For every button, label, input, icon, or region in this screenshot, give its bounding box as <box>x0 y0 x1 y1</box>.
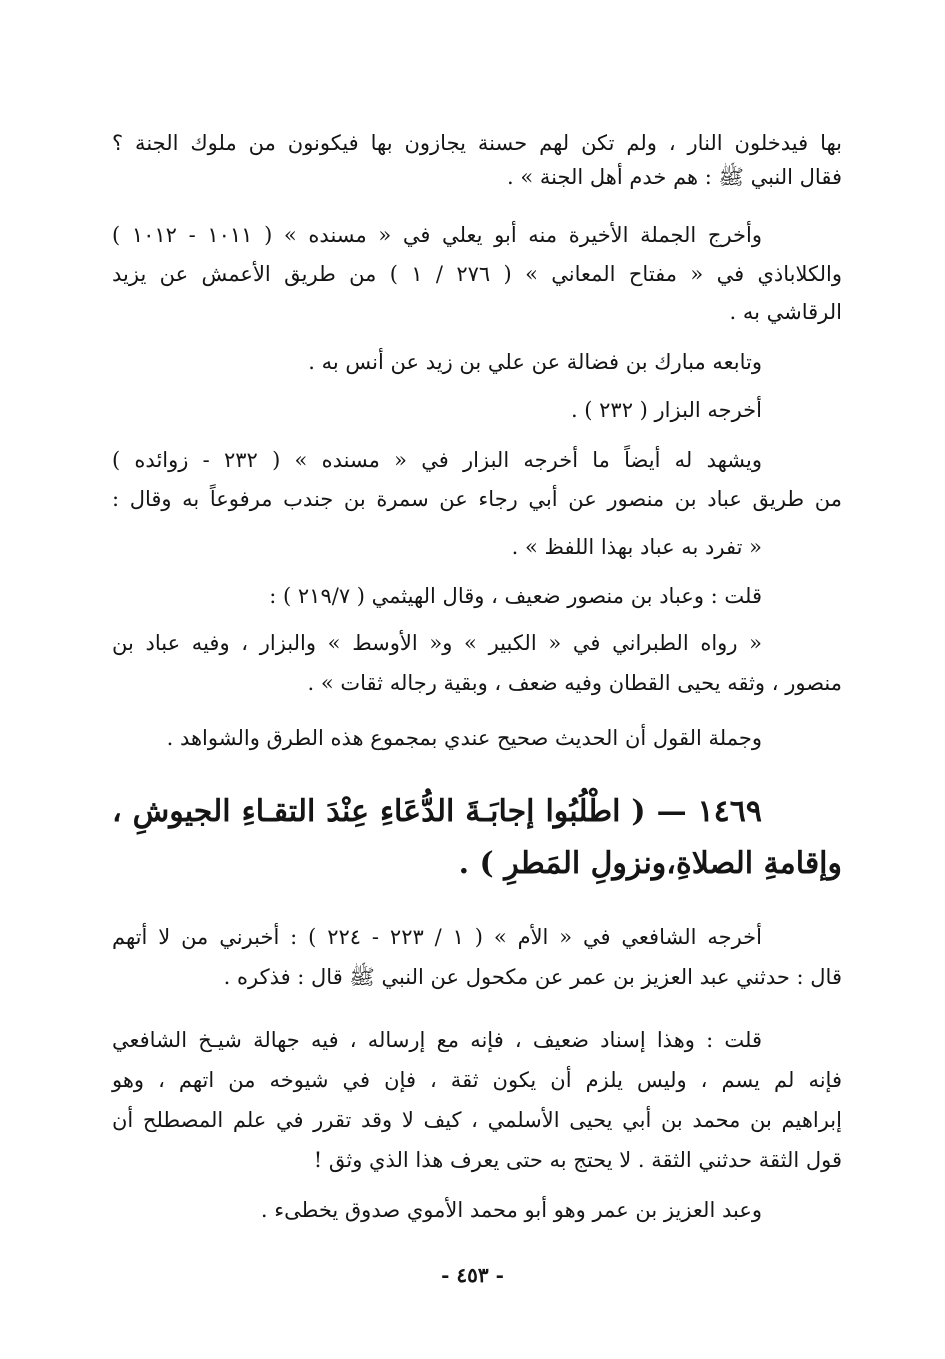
text-line: وتابعه مبارك بن فضالة عن علي بن زيد عن أنس به . <box>308 350 762 374</box>
text-line: وعبد العزيز بن عمر وهو أبو محمد الأموي صدوق يخطىء . <box>260 1198 762 1222</box>
text-line: قال : حدثني عبد العزيز بن عمر عن مكحول عن النبي ﷺ قال : فذكره . <box>223 965 842 989</box>
page-number: - ٤٥٣ - <box>441 1263 504 1287</box>
text-line: فإنه لم يسم ، وليس يلزم أن يكون ثقة ، فإن في شيوخه من اتهم ، وهو <box>112 1068 842 1092</box>
text-line: الرقاشي به . <box>729 300 842 324</box>
text-line: فقال النبي ﷺ : هم خدم أهل الجنة » . <box>506 165 842 189</box>
hadith-heading-line1: ١٤٦٩ — ( اطْلُبُوا إجابَـةَ الدُّعَاءِ عِنْدَ التقـاءِ الجيوشِ ، <box>112 794 762 829</box>
text-line: قلت : وهذا إسناد ضعيف ، فإنه مع إرساله ، فيه جهالة شيـخ الشافعي <box>112 1028 762 1052</box>
hadith-heading-line2: وإقامةِ الصلاةِ،ونزولِ المَطرِ ) . <box>458 846 842 881</box>
text-line: قلت : وعباد بن منصور ضعيف ، وقال الهيثمي ( ٢١٩/٧ ) : <box>269 584 762 608</box>
text-line: والكلاباذي في « مفتاح المعاني » ( ٢٧٦ / ١ ) من طريق الأعمش عن يزيد <box>112 262 842 286</box>
text-line: أخرجه الشافعي في « الأم » ( ١ / ٢٢٣ - ٢٢٤ ) : أخبرني من لا أتهم <box>112 925 762 949</box>
text-line: وأخرج الجملة الأخيرة منه أبو يعلي في « مسنده » ( ١٠١١ - ١٠١٢ ) <box>112 223 763 247</box>
text-line: أخرجه البزار ( ٢٣٢ ) . <box>570 398 762 422</box>
text-line: من طريق عباد بن منصور عن أبي رجاء عن سمرة بن جندب مرفوعاً به وقال : <box>112 487 842 511</box>
text-line: « رواه الطبراني في « الكبير » و« الأوسط » والبزار ، وفيه عباد بن <box>112 631 762 655</box>
text-line: منصور ، وثقه يحيى القطان وفيه ضعف ، وبقية رجاله ثقات » . <box>307 671 842 695</box>
text-line: وجملة القول أن الحديث صحيح عندي بمجموع هذه الطرق والشواهد . <box>166 726 762 750</box>
text-line: « تفرد به عباد بهذا اللفظ » . <box>511 535 762 559</box>
text-line: ويشهد له أيضاً ما أخرجه البزار في « مسنده » ( ٢٣٢ - زوائده ) <box>112 448 762 472</box>
text-line: إبراهيم بن محمد بن أبي يحيى الأسلمي ، كيف لا وقد تقرر في علم المصطلح أن <box>112 1108 842 1132</box>
text-line: بها فيدخلون النار ، ولم تكن لهم حسنة يجازون بها فيكونون من ملوك الجنة ؟ <box>112 131 842 155</box>
text-line: قول الثقة حدثني الثقة . لا يحتج به حتى يعرف هذا الذي وثق ! <box>313 1148 842 1172</box>
